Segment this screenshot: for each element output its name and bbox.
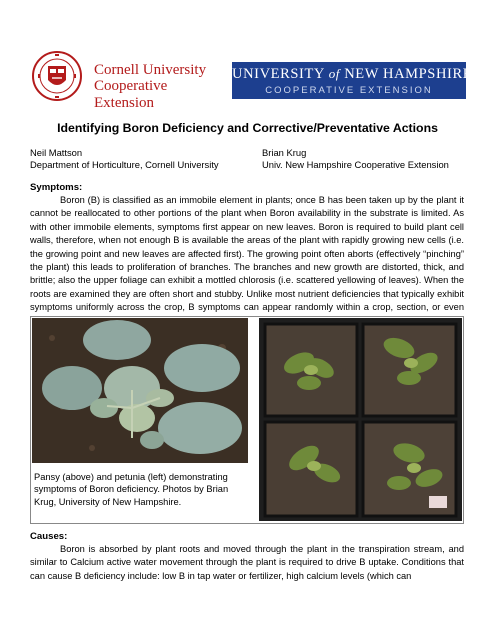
author-block-1 <box>30 147 219 171</box>
author-block-2 <box>262 147 449 171</box>
petunia-photo <box>259 318 462 521</box>
figure-box <box>30 316 464 524</box>
symptoms-heading: Symptoms: <box>30 182 83 193</box>
pansy-photo <box>32 318 248 463</box>
causes-paragraph: Boron is absorbed by plant roots and moved through the plant in the transpiration stream, and similar to Calcium active water movement through the plant is required to drive B uptake. Conditions that can cause B deficiency include: low B in tap water or fertilizer, high calcium levels (which can <box>30 544 464 581</box>
author-affiliation: Department of Horticulture, Cornell University <box>30 159 219 170</box>
unh-name-part2: NEW HAMPSHIRE <box>340 66 473 82</box>
cornell-extension: Cooperative Extension <box>94 78 168 111</box>
author-affiliation: Univ. New Hampshire Cooperative Extension <box>262 159 449 170</box>
figure-caption: Pansy (above) and petunia (left) demonstrating symptoms of Boron deficiency. Photos by Brian Krug, University of New Hampshire. <box>34 472 229 507</box>
cornell-seal-icon <box>30 50 84 102</box>
author-name: Neil Mattson <box>30 147 83 158</box>
cornell-logo <box>30 50 230 111</box>
unh-name-of: of <box>328 66 340 81</box>
cornell-name: Cornell University <box>94 62 207 78</box>
page-title: Identifying Boron Deficiency and Corrective/Preventative Actions <box>57 121 438 135</box>
unh-extension: COOPERATIVE EXTENSION <box>265 85 433 96</box>
causes-heading: Causes: <box>30 531 68 542</box>
symptoms-paragraph: Boron (B) is classified as an immobile element in plants; once B has been taken up by the plant it cannot be reallocated to other portions of the plant when Boron availability in the substrate is limited. As with other immobile elements, symptoms first appear on new leaves. Boron is required to build plant cell walls, therefore, when not enough B is available the areas of the plant with rapidly growing new cells (i.e. the growing point and new leaves are affected first). The growing point often aborts (effectively “pinching” the plant) this leads to proliferation of branches. The branches and new growth are distorted, thick, and brittle; also the upper foliage can exhibit a mottled chlorosis (i.e. scattered yellowing of leaves). When the roots are examined they are often short and stubby. Unlike most nutrient deficiencies that typically exhibit symptoms uniformly across the crop, B symptoms can appear randomly within a crop, section, or even <box>30 195 464 313</box>
unh-name-part1: UNIVERSITY <box>232 66 329 82</box>
unh-logo <box>232 62 473 99</box>
author-name: Brian Krug <box>262 147 307 158</box>
